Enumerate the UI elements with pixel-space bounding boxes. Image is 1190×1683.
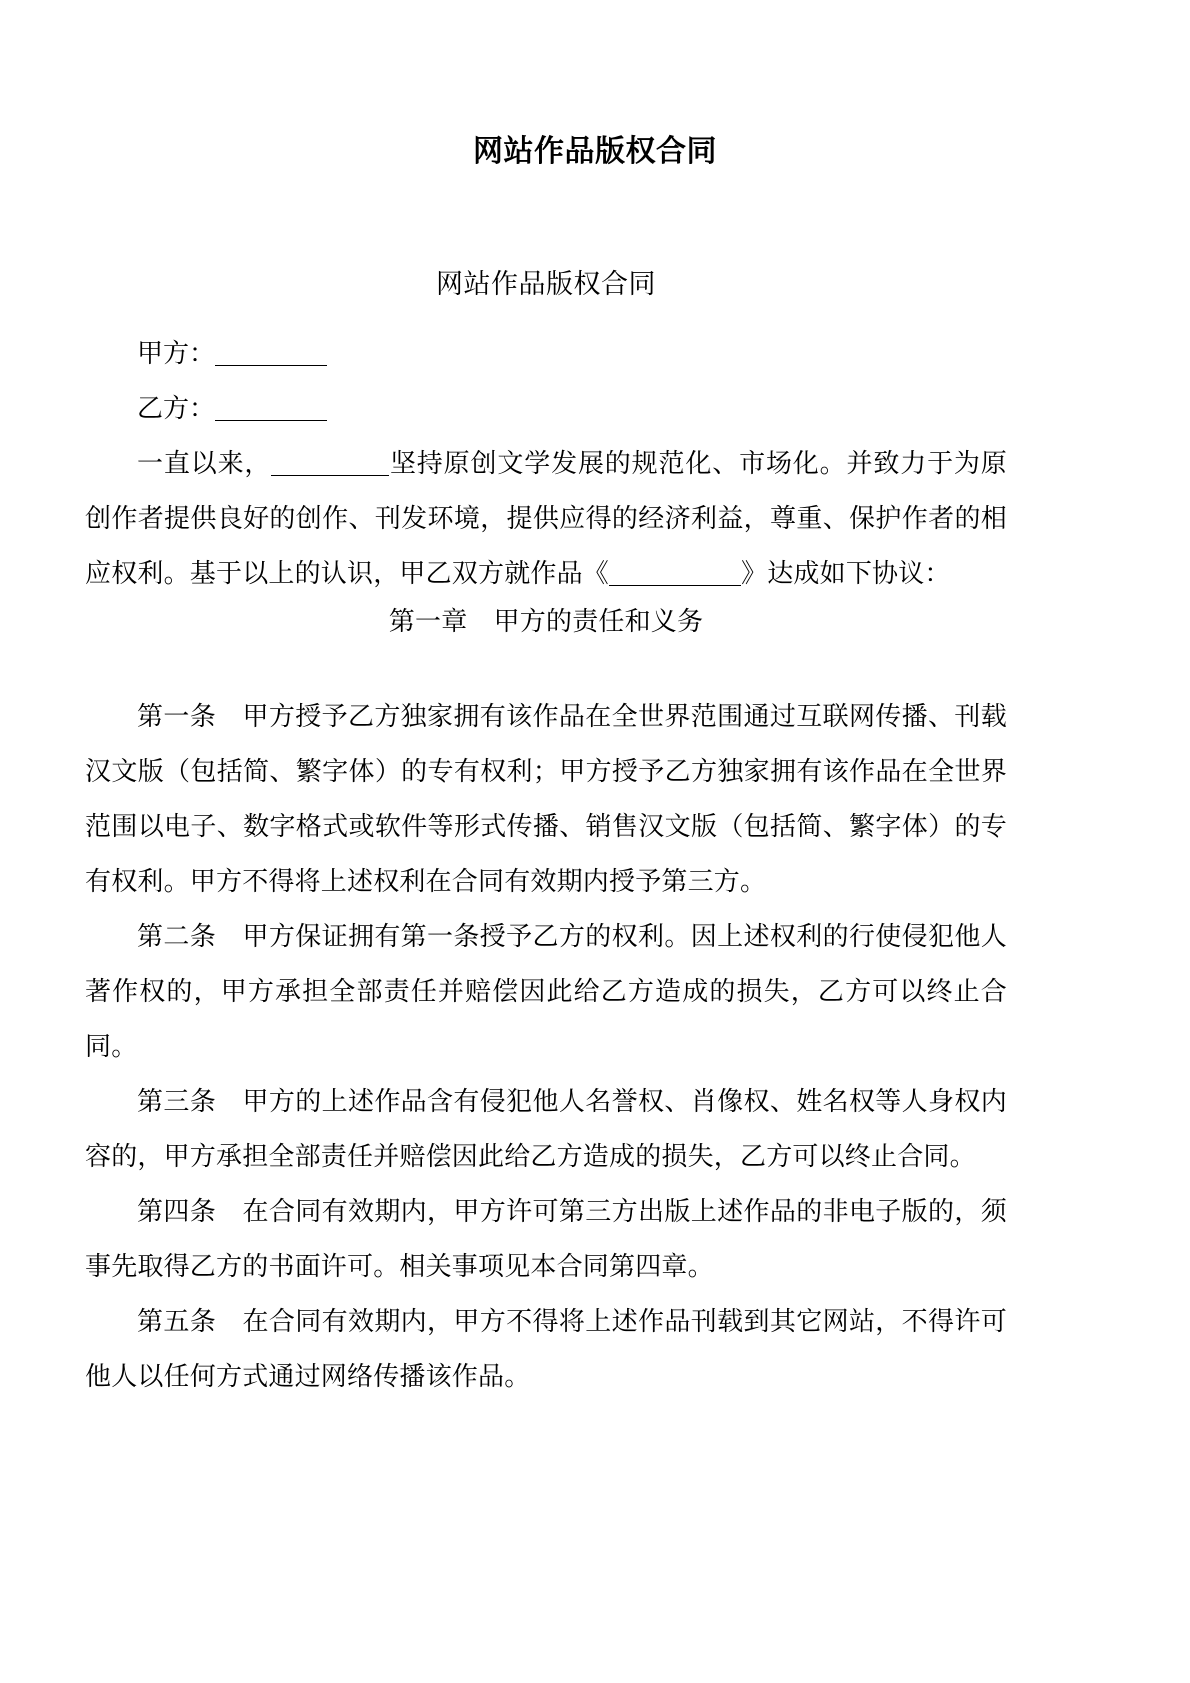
preamble-paragraph bbox=[85, 436, 1007, 601]
article-1 bbox=[85, 689, 1007, 909]
article-5 bbox=[85, 1294, 1007, 1404]
article-3-text: 甲方的上述作品含有侵犯他人名誉权、肖像权、姓名权等人身权内容的，甲方承担全部责任并赔偿因此给乙方造成的损失，乙方可以终止合同。 bbox=[85, 1087, 1007, 1171]
preamble-party-blank[interactable] bbox=[271, 447, 389, 476]
article-3-label: 第三条 bbox=[137, 1087, 217, 1116]
article-1-label: 第一条 bbox=[137, 702, 217, 731]
article-5-label: 第五条 bbox=[137, 1307, 217, 1336]
article-4-text: 在合同有效期内，甲方许可第三方出版上述作品的非电子版的，须事先取得乙方的书面许可。相关事项见本合同第四章。 bbox=[85, 1197, 1007, 1281]
preamble-work-blank[interactable] bbox=[609, 557, 741, 586]
preamble-body: 坚持原创文学发展的规范化、市场化。并致力于为原创作者提供良好的创作、刊发环境，提供应得的经济利益，尊重、保护作者的相应权利。基于以上的认识，甲乙双方就作品《 bbox=[85, 449, 1007, 588]
party-a-blank[interactable] bbox=[215, 337, 327, 366]
preamble-lead: 一直以来， bbox=[137, 449, 272, 478]
party-b-label: 乙方： bbox=[137, 394, 216, 423]
spacer bbox=[85, 643, 1007, 689]
preamble-tail: 》达成如下协议： bbox=[741, 559, 951, 588]
article-1-text: 甲方授予乙方独家拥有该作品在全世界范围通过互联网传播、刊载汉文版（包括简、繁字体）的专有权利；甲方授予乙方独家拥有该作品在全世界范围以电子、数字格式或软件等形式传播、销售汉文版（包括简、繁字体）的专有权利。甲方不得将上述权利在合同有效期内授予第三方。 bbox=[85, 702, 1007, 896]
article-3 bbox=[85, 1074, 1007, 1184]
page-title: 网站作品版权合同 bbox=[473, 135, 717, 168]
spacer bbox=[85, 316, 1007, 326]
article-2-text: 甲方保证拥有第一条授予乙方的权利。因上述权利的行使侵犯他人著作权的，甲方承担全部责任并赔偿因此给乙方造成的损失，乙方可以终止合同。 bbox=[85, 922, 1007, 1061]
article-4-label: 第四条 bbox=[137, 1197, 217, 1226]
party-a-row bbox=[85, 326, 1007, 381]
article-2-label: 第二条 bbox=[137, 922, 217, 951]
party-b-row bbox=[85, 381, 1007, 436]
document-body bbox=[85, 258, 1007, 1404]
party-b-blank[interactable] bbox=[215, 392, 327, 421]
article-5-text: 在合同有效期内，甲方不得将上述作品刊载到其它网站，不得许可他人以任何方式通过网络传播该作品。 bbox=[85, 1307, 1007, 1391]
chapter-heading: 第一章 甲方的责任和义务 bbox=[388, 607, 704, 636]
article-2 bbox=[85, 909, 1007, 1074]
document-subtitle: 网站作品版权合同 bbox=[436, 269, 656, 299]
party-a-label: 甲方： bbox=[137, 339, 216, 368]
article-4 bbox=[85, 1184, 1007, 1294]
